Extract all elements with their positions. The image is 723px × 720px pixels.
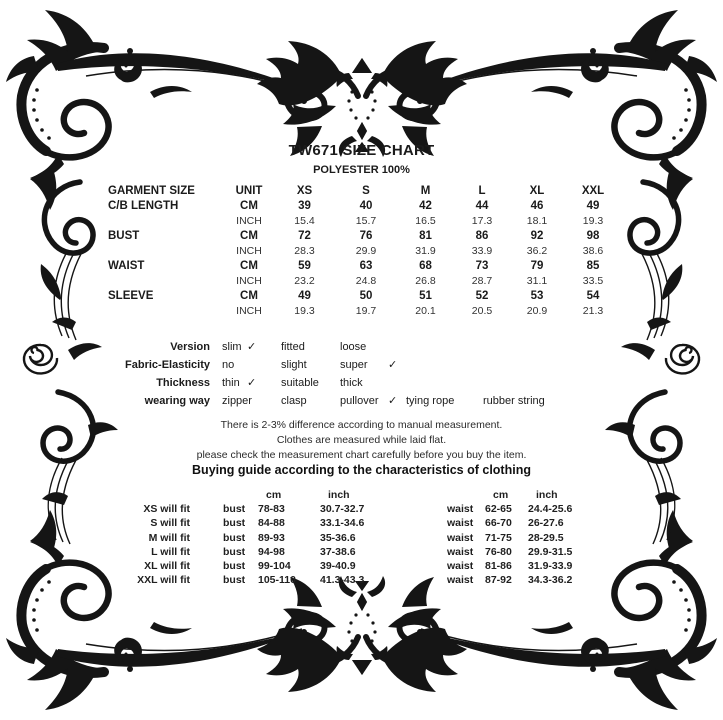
guide-size-label: S will fit	[150, 517, 190, 530]
clothing-attributes	[115, 338, 545, 410]
guide-waist-cm: 62-65	[485, 503, 512, 516]
spacer-cell	[190, 531, 223, 545]
attribute-option: no	[222, 359, 235, 371]
attribute-label: Version	[170, 341, 210, 353]
size-value-cell: 86	[475, 230, 489, 242]
size-value-cell: 72	[298, 230, 311, 242]
spacer-cell	[388, 531, 447, 545]
guide-waist-label: waist	[447, 517, 474, 530]
size-value-cell: 33.9	[471, 245, 493, 257]
spacer-cell	[388, 559, 447, 573]
size-value-cell: 15.7	[355, 215, 377, 227]
size-value-cell: 49	[298, 290, 311, 302]
check-mark	[388, 338, 406, 356]
measurement-row-label	[108, 244, 225, 259]
attribute-option	[483, 356, 545, 374]
guide-bust-inch: 30.7-32.7	[320, 503, 365, 516]
size-value-cell: 53	[530, 290, 544, 302]
attribute-label: Fabric-Elasticity	[125, 359, 210, 371]
attribute-option: loose	[340, 341, 367, 353]
guide-size-label: XXL will fit	[137, 574, 190, 587]
measurement-note: There is 2-3% difference according to manual measurement.	[220, 419, 503, 431]
size-value-cell: 52	[475, 290, 489, 302]
spacer-cell	[190, 502, 223, 516]
size-value-cell: 31.9	[415, 245, 436, 257]
side-vine-left	[24, 182, 118, 544]
size-value-cell: 38.6	[582, 245, 604, 257]
spacer-cell	[447, 488, 485, 502]
size-value-cell: 18.1	[526, 215, 548, 227]
size-value-cell: 59	[298, 260, 311, 272]
guide-waist-cm: 81-86	[485, 560, 512, 573]
guide-waist-cm: 71-75	[485, 531, 512, 544]
size-value-cell: 31.1	[526, 275, 548, 287]
size-value-cell: 51	[419, 290, 432, 302]
size-value-cell: 24.8	[355, 275, 377, 287]
guide-bust-label: bust	[223, 517, 246, 530]
guide-bust-label: bust	[223, 545, 246, 558]
guide-bust-inch: 37-38.6	[320, 545, 356, 558]
attribute-option: fitted	[281, 341, 305, 353]
unit-cell: CM	[240, 290, 258, 302]
unit-cell: CM	[240, 260, 258, 272]
attribute-option: clasp	[281, 395, 307, 407]
spacer-cell	[210, 338, 222, 356]
attribute-option: tying rope	[406, 395, 455, 407]
size-value-cell: 42	[419, 200, 432, 212]
guide-waist-cm: 76-80	[485, 545, 512, 558]
guide-waist-inch: 28-29.5	[528, 531, 564, 544]
measurement-row-label	[108, 214, 225, 229]
size-value-cell: 23.2	[294, 275, 315, 287]
guide-waist-cm: 66-70	[485, 517, 512, 530]
spacer-cell	[210, 374, 222, 392]
measurement-row-label: WAIST	[108, 260, 145, 272]
guide-waist-inch: 29.9-31.5	[528, 545, 573, 558]
corner-flourish-top-right	[421, 10, 717, 210]
spacer-cell	[223, 488, 258, 502]
attribute-option	[406, 338, 483, 356]
guide-waist-label: waist	[447, 503, 474, 516]
garment-size-table	[108, 184, 621, 319]
attribute-option: thin	[222, 377, 240, 389]
attribute-option	[483, 338, 545, 356]
attribute-option: slim	[222, 341, 242, 353]
size-value-cell: 16.5	[415, 215, 436, 227]
guide-bust-inch: 41.3-43.3	[320, 574, 365, 587]
attribute-option	[406, 356, 483, 374]
spacer-cell	[190, 545, 223, 559]
guide-bust-cm: 94-98	[258, 545, 285, 558]
guide-bust-label: bust	[223, 531, 246, 544]
guide-bust-inch: 35-36.6	[320, 531, 356, 544]
guide-bust-label: bust	[223, 574, 246, 587]
unit-cell: INCH	[236, 275, 262, 287]
unit-cell: INCH	[236, 305, 262, 317]
guide-waist-inch: 26-27.6	[528, 517, 564, 530]
size-value-cell: 29.9	[355, 245, 377, 257]
attribute-option: rubber string	[483, 395, 545, 407]
size-value-cell: 28.7	[471, 275, 493, 287]
center-ornament-bottom	[257, 576, 467, 692]
guide-bust-cm: 78-83	[258, 503, 285, 516]
guide-waist-label: waist	[447, 574, 474, 587]
guide-bust-cm: 105-110	[258, 574, 296, 587]
guide-waist-inch: 24.4-25.6	[528, 503, 573, 516]
guide-size-label: XS will fit	[143, 503, 190, 516]
measurement-row-label: C/B LENGTH	[108, 200, 179, 212]
spacer-cell	[388, 502, 447, 516]
size-value-cell: 81	[419, 230, 432, 242]
guide-col-header-inch: inch	[328, 489, 350, 501]
size-value-cell: 17.3	[471, 215, 493, 227]
corner-flourish-top-left	[6, 10, 302, 210]
guide-size-label: XL will fit	[144, 560, 190, 573]
size-value-cell: 40	[359, 200, 373, 212]
check-mark	[388, 374, 406, 392]
guide-bust-cm: 89-93	[258, 531, 285, 544]
guide-col-header-cm: cm	[493, 489, 509, 501]
size-column-header: S	[362, 185, 370, 197]
check-mark: ✓	[247, 341, 257, 353]
guide-size-label: L will fit	[151, 545, 190, 558]
spacer-cell	[190, 573, 223, 587]
measurement-note: please check the measurement chart carefully before you buy the item.	[196, 449, 527, 461]
size-value-cell: 73	[475, 260, 489, 272]
guide-waist-label: waist	[447, 531, 474, 544]
size-value-cell: 68	[419, 260, 432, 272]
spacer-cell	[210, 356, 222, 374]
size-value-cell: 20.1	[415, 305, 436, 317]
size-column-header: XXL	[581, 185, 605, 197]
size-value-cell: 79	[530, 260, 544, 272]
guide-size-label: M will fit	[148, 531, 190, 544]
guide-waist-inch: 31.9-33.9	[528, 560, 573, 573]
unit-cell: CM	[240, 200, 258, 212]
spacer-cell	[388, 488, 447, 502]
measurement-row-label: SLEEVE	[108, 290, 154, 302]
guide-col-header-inch: inch	[536, 489, 558, 501]
size-column-header: XL	[529, 185, 545, 197]
guide-bust-label: bust	[223, 560, 246, 573]
unit-cell: INCH	[236, 215, 262, 227]
size-value-cell: 76	[359, 230, 373, 242]
attribute-option	[483, 374, 545, 392]
unit-cell: CM	[240, 230, 258, 242]
guide-bust-inch: 33.1-34.6	[320, 517, 365, 530]
guide-bust-cm: 99-104	[258, 560, 291, 573]
guide-bust-cm: 84-88	[258, 517, 285, 530]
unit-cell: INCH	[236, 245, 262, 257]
size-value-cell: 20.9	[526, 305, 548, 317]
size-value-cell: 39	[298, 200, 311, 212]
size-value-cell: 63	[359, 260, 373, 272]
guide-waist-cm: 87-92	[485, 574, 512, 587]
attribute-option: pullover	[340, 395, 379, 407]
check-mark: ✓	[388, 359, 398, 371]
measurement-note: Clothes are measured while laid flat.	[276, 434, 447, 446]
size-table-title-cell: GARMENT SIZE	[108, 185, 195, 197]
attribute-option: slight	[281, 359, 307, 371]
size-value-cell: 33.5	[582, 275, 604, 287]
spacer-cell	[388, 573, 447, 587]
attribute-option: zipper	[222, 395, 252, 407]
check-mark: ✓	[388, 395, 398, 407]
size-value-cell: 26.8	[415, 275, 436, 287]
size-value-cell: 49	[586, 200, 600, 212]
size-column-header: UNIT	[235, 185, 263, 197]
spacer-cell	[190, 516, 223, 530]
check-mark: ✓	[247, 377, 257, 389]
spacer-cell	[388, 545, 447, 559]
spacer-cell	[115, 488, 190, 502]
size-value-cell: 92	[530, 230, 544, 242]
size-value-cell: 46	[530, 200, 544, 212]
size-value-cell: 28.3	[294, 245, 315, 257]
guide-col-header-cm: cm	[266, 489, 282, 501]
guide-bust-inch: 39-40.9	[320, 560, 356, 573]
attribute-option	[406, 374, 483, 392]
size-value-cell: 19.3	[294, 305, 315, 317]
spacer-cell	[210, 392, 222, 410]
size-column-header: XS	[296, 185, 313, 197]
measurement-row-label	[108, 304, 225, 319]
size-value-cell: 21.3	[582, 305, 604, 317]
spacer-cell	[190, 559, 223, 573]
check-mark	[247, 356, 281, 374]
measurement-row-label: BUST	[108, 230, 140, 242]
attribute-label: Thickness	[156, 377, 210, 389]
center-ornament-top	[257, 41, 467, 157]
size-value-cell: 54	[586, 290, 600, 302]
guide-waist-label: waist	[447, 560, 474, 573]
buying-guide-table	[115, 488, 588, 587]
attribute-label: wearing way	[144, 395, 210, 407]
spacer-cell	[190, 488, 223, 502]
fabric-composition: POLYESTER 100%	[313, 164, 410, 176]
check-mark	[247, 392, 281, 410]
size-value-cell: 15.4	[294, 215, 315, 227]
size-value-cell: 44	[475, 200, 489, 212]
chart-title: TW671 SIZE CHART	[288, 142, 435, 159]
size-value-cell: 85	[586, 260, 600, 272]
size-column-header: M	[420, 185, 431, 197]
attribute-option: super	[340, 359, 368, 371]
size-column-header: L	[478, 185, 486, 197]
size-value-cell: 36.2	[526, 245, 548, 257]
attribute-option: thick	[340, 377, 363, 389]
measurement-notes	[0, 418, 723, 463]
attribute-option: suitable	[281, 377, 319, 389]
measurement-row-label	[108, 274, 225, 289]
size-value-cell: 19.7	[355, 305, 377, 317]
guide-waist-label: waist	[447, 545, 474, 558]
size-value-cell: 20.5	[471, 305, 493, 317]
size-value-cell: 19.3	[582, 215, 604, 227]
size-value-cell: 98	[586, 230, 600, 242]
guide-bust-label: bust	[223, 503, 246, 516]
guide-waist-inch: 34.3-36.2	[528, 574, 573, 587]
buying-guide-heading: Buying guide according to the characteristics of clothing	[192, 463, 531, 477]
size-value-cell: 50	[359, 290, 373, 302]
spacer-cell	[388, 516, 447, 530]
